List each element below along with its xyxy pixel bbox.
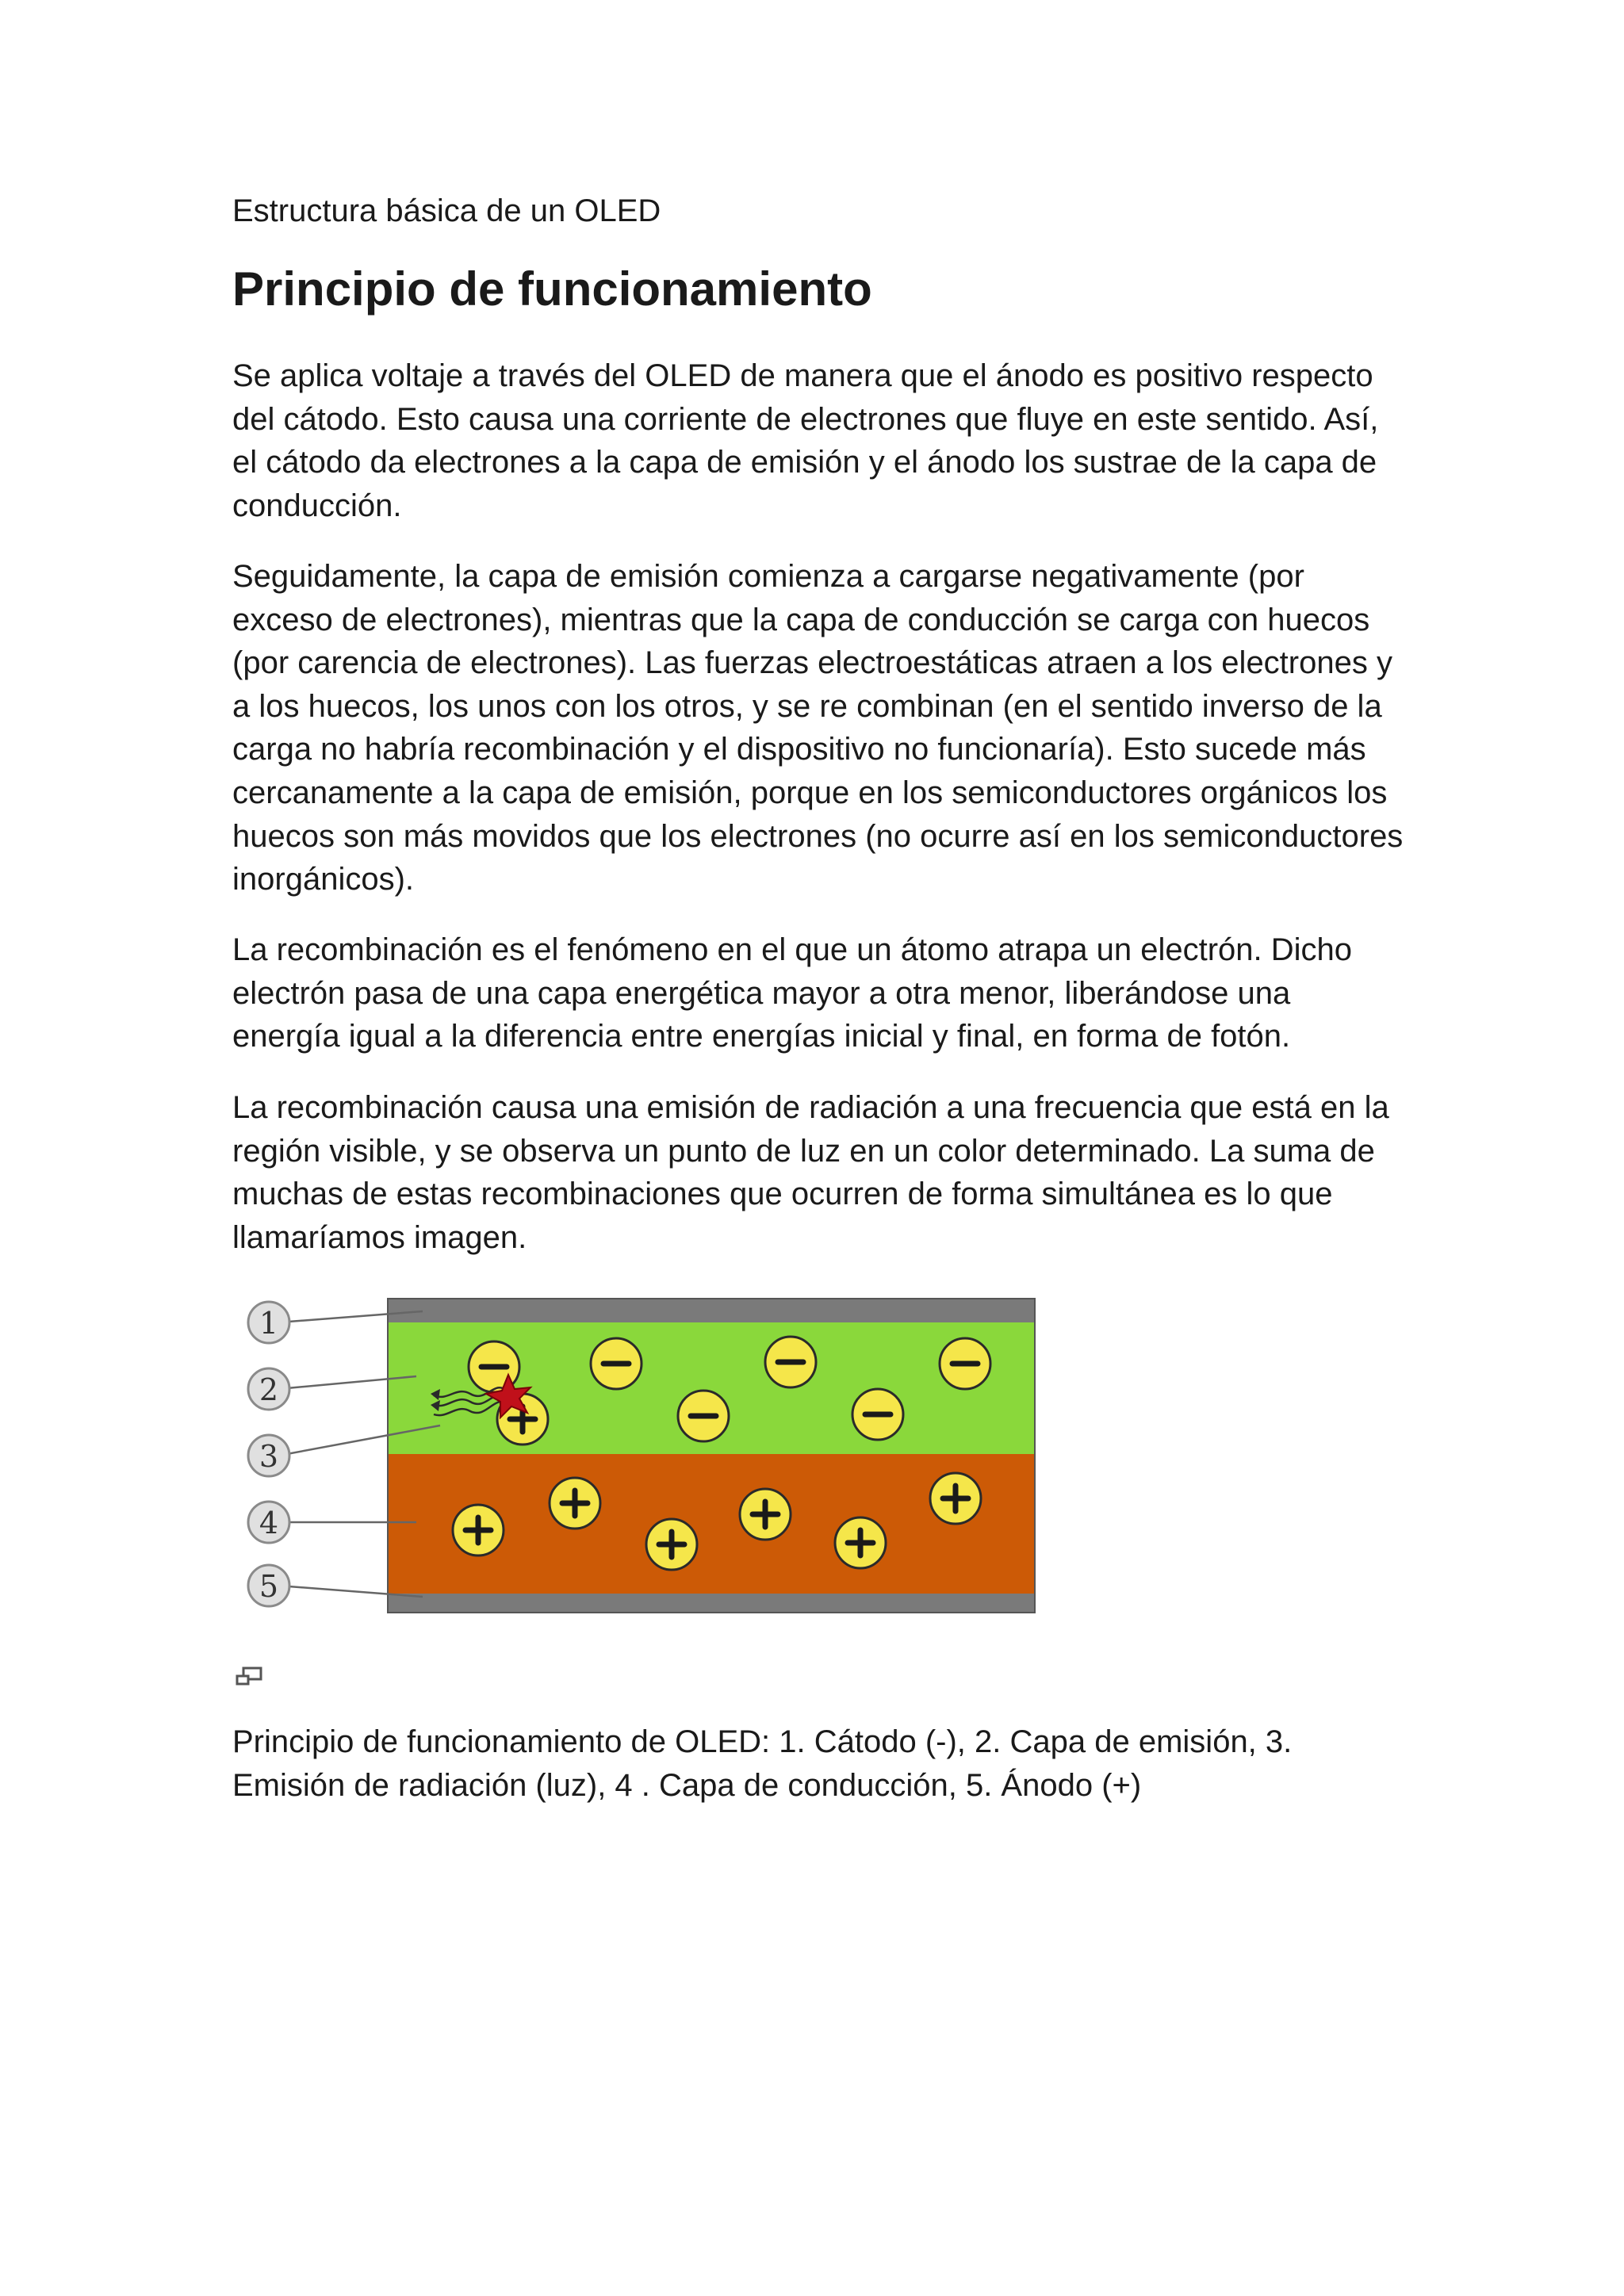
svg-text:2: 2 <box>259 1372 279 1407</box>
paragraph-1: Se aplica voltaje a través del OLED de manera que el ánodo es positivo respecto del cátodo. Esto causa una corriente de electrones que fluye en este sentido. Así, el cátodo da electrones a la capa de emisión y el ánodo los sustrae de la capa de conducción. <box>232 358 1379 523</box>
figure-caption: Principio de funcionamiento de OLED: 1. Cátodo (-), 2. Capa de emisión, 3. Emisión de radiación (luz), 4 . Capa de conducción, 5. Ánodo (+) <box>232 1724 1293 1803</box>
anode-layer <box>388 1594 1035 1613</box>
svg-text:1: 1 <box>259 1306 279 1341</box>
section-heading: Principio de funcionamiento <box>232 262 872 316</box>
layer-number-3-icon <box>248 1435 289 1476</box>
oled-diagram <box>232 1284 1057 1617</box>
cathode-layer <box>388 1299 1035 1322</box>
expand-image-icon[interactable] <box>234 1665 266 1689</box>
layer-number-4-icon <box>248 1502 289 1543</box>
paragraph-2: Seguidamente, la capa de emisión comienza a cargarse negativamente (por exceso de electrones), mientras que la capa de conducción se carga con huecos (por carencia de electrones). Las fuerzas electroestáticas atraen a los electrones y a los huecos, los unos con los otros, y se re combinan (en el sentido inverso de la carga no habría recombinación y el dispositivo no funcionaría). Esto sucede más cercanamente a la capa de emisión, porque en los semiconductores orgánicos los huecos son más movidos que los electrones (no ocurre así en los semiconductores inorgánicos). <box>232 559 1404 897</box>
figure-subtitle: Estructura básica de un OLED <box>232 193 661 228</box>
layer-number-5-icon <box>248 1565 289 1606</box>
layer-number-1-icon <box>248 1302 289 1343</box>
svg-text:5: 5 <box>259 1569 279 1604</box>
paragraph-4: La recombinación causa una emisión de radiación a una frecuencia que está en la región visible, y se observa un punto de luz en un color determinado. La suma de muchas de estas recombinaciones que ocurren de forma simultánea es lo que llamaríamos imagen. <box>232 1090 1389 1255</box>
svg-text:4: 4 <box>259 1506 279 1540</box>
paragraph-3: La recombinación es el fenómeno en el que un átomo atrapa un electrón. Dicho electrón pasa de una capa energética mayor a otra menor, liberándose una energía igual a la diferencia entre energías inicial y final, en forma de fotón. <box>232 932 1353 1054</box>
layer-number-2-icon <box>248 1368 289 1410</box>
svg-text:3: 3 <box>259 1439 279 1474</box>
